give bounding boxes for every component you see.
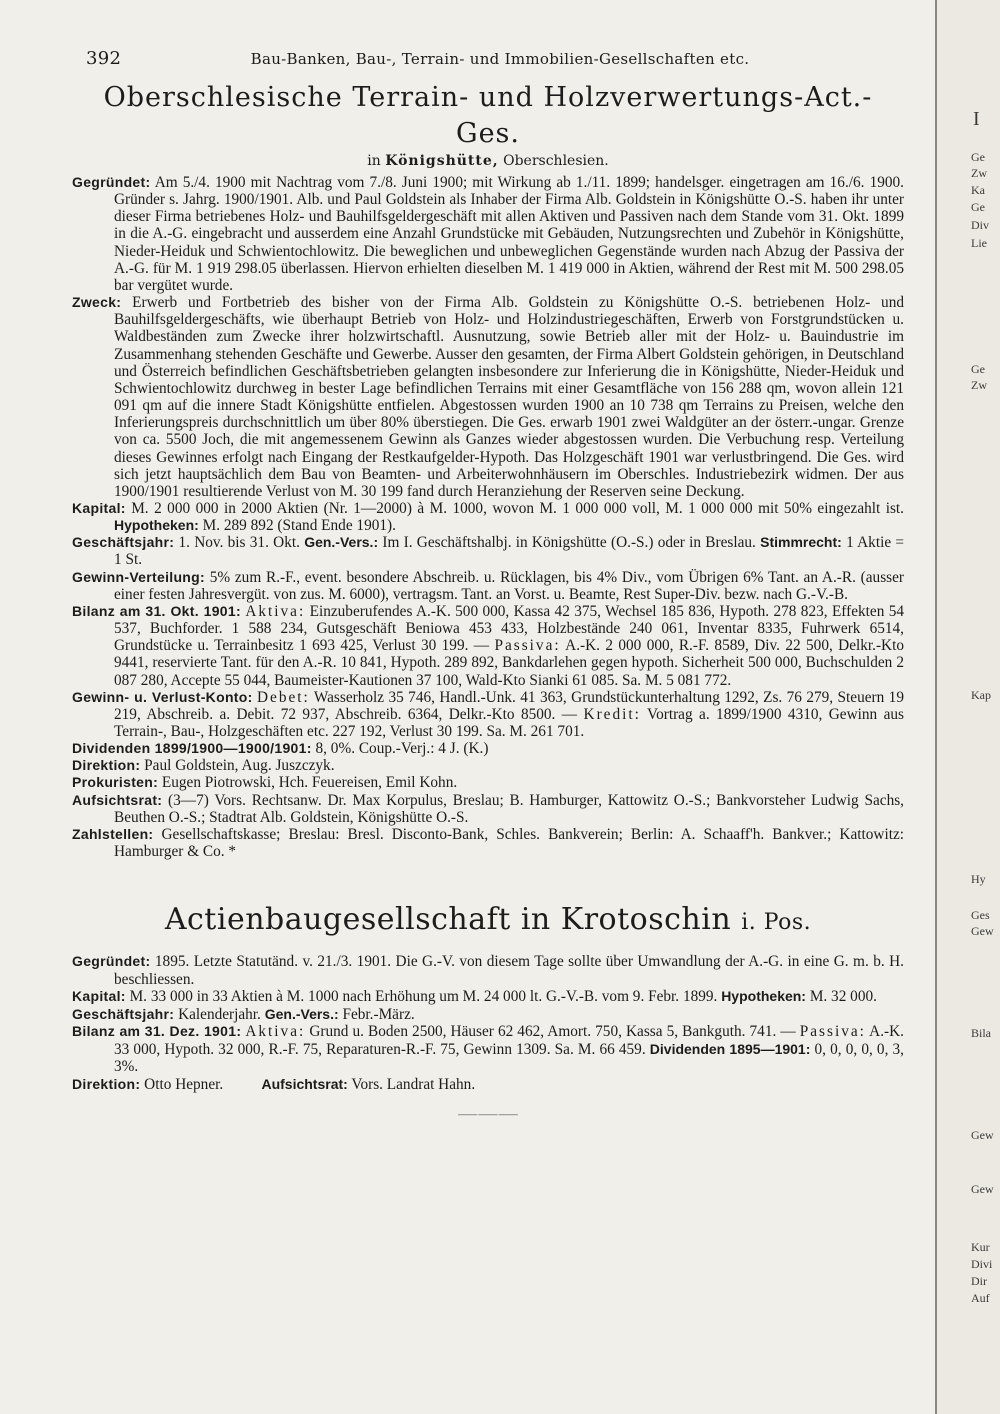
entry-text: Eugen Piotrowski, Hch. Feuereisen, Emil Kohn. bbox=[161, 774, 458, 792]
aktiva-word: Aktiva: bbox=[245, 1023, 306, 1041]
right-fragment: Ge bbox=[971, 150, 985, 164]
location-city: Königshütte, bbox=[385, 153, 499, 169]
entry-text: (3—7) Vors. Rechtsanw. Dr. Max Korpulus, Breslau; B. Hamburger, Kattowitz O.-S.; Bankvorsteher Ludwig Sachs, Beuthen O.-S.; Stadtrat Alb. Goldstein, Königshütte O.-S. bbox=[114, 791, 905, 826]
entry-text: Kalenderjahr. bbox=[178, 1005, 261, 1023]
entry-text: 1895. Letzte Statutänd. v. 21./3. 1901. Die G.-V. von diesem Tage sollte über Umwandlung der A.-G. in eine G. m. b. H. beschliessen. bbox=[114, 953, 905, 988]
right-fragment: Ge bbox=[971, 200, 985, 214]
passiva-text: A.-K. 33 000, Hypoth. 32 000, R.-F. 75, Reparaturen-R.-F. 75, Gewinn 1309. Sa. M. 66 459. bbox=[114, 1023, 904, 1058]
right-fragment: Dir bbox=[971, 1274, 987, 1288]
company1-location bbox=[72, 152, 904, 170]
entry-bilanz bbox=[72, 603, 904, 689]
page-number: 392 bbox=[86, 48, 122, 69]
entry-text: Erwerb und Fortbetrieb des bisher von der Firma Alb. Goldstein zu Königshütte O.-S. betriebenen Holz- und Bauhilfsgeldergeschäfts, wie überhaupt Betrieb von Holz- und Holzindustriegeschäften, Erwerb von Forstgrundstücken u. Waldbeständen zum Zwecke ihrer holzwirtschaftl. Ausnutzung, sowie Betrieb aller mit der Holz- u. Bauindustrie im Zusammenhang stehenden Geschäfte und Gewerbe. Ausser den gesamten, der Firma Albert Goldstein gehörigen, in Deutschland und Österreich befindlichen Geschäftsbetrieben gelangten insbesondere zur Inferierung die in Königshütte, Nieder-Heiduk und Schwientochlowitz durchweg in bester Lage befindlichen Terrains mit einer Gesamtfläche von 156 288 qm, wovon allein 121 091 qm auf die innere Stadt Königshütte entfielen. Abgestossen wurden 1900 an 10 738 qm Terrains zu Preisen, welche den Inferierungspreis durchschnittlich um über 80% überstiegen. Die Ges. erwarb 1901 zwei Waldgüter an der österr.-ungar. Grenze von ca. 5500 Joch, die mit angemessenem Gewinn als Ganzes wieder abgestossen wurden. Die Verbuchung resp. Verteilung dieses Gewinnes erfolgt nach Eingang der Restkaufgelder-Hypoth. Das Holzgeschäft 1901 war verlustbringend. Die Ges. wird sich jetzt hauptsächlich dem Bau von Beamten- und Arbeiterwohnhäusern im Oberschles. Industriebezirk widmen. Der aus 1900/1901 resultierende Verlust von M. 30 199 fand durch Heranziehung der Reserven seine Deckung. bbox=[114, 294, 904, 500]
entry-label: Dividenden 1899/1900—1900/1901: bbox=[72, 740, 312, 757]
right-fragment: Kur bbox=[971, 1240, 990, 1254]
entry-gegruendet bbox=[72, 953, 904, 988]
company2-title-suffix: i. Pos. bbox=[741, 910, 812, 936]
entry-direktion bbox=[72, 1076, 904, 1094]
entry-gewinn-verlust bbox=[72, 689, 904, 740]
inline-label: Hypotheken: bbox=[721, 988, 806, 1005]
running-title: Bau-Banken, Bau-, Terrain- und Immobilien-Gesellschaften etc. bbox=[250, 50, 750, 68]
inline-label: Hypotheken: bbox=[114, 517, 199, 534]
page-header bbox=[72, 48, 904, 74]
end-divider: ⸺⸺⸺ bbox=[457, 1107, 519, 1122]
entry-label: Gewinn-Verteilung: bbox=[72, 568, 205, 585]
entry-label: Zweck: bbox=[72, 294, 122, 311]
entry-label: Direktion: bbox=[72, 1075, 141, 1092]
adjacent-page-edge bbox=[935, 0, 1000, 1414]
passiva-text: A.-K. 2 000 000, R.-F. 8589, Div. 22 500, Delkr.-Kto 9441, reservierte Tant. für den A.-R. 10 841, Hypoth. 289 892, Bankdarlehen gegen hypoth. Sicherheit 500 000, Buchschulden 2 087 280, Accepte 55 044, Baumeister-Kautionen 37 100, Wald-Kto Sianki 61 085. Sa. M. 5 081 772. bbox=[114, 637, 905, 689]
right-fragment: Kap bbox=[971, 688, 991, 702]
entry-label: Prokuristen: bbox=[72, 774, 159, 791]
entry-dividenden bbox=[72, 740, 904, 757]
inline-label: Dividenden 1895—1901: bbox=[649, 1040, 811, 1057]
right-fragment: Divi bbox=[971, 1257, 993, 1271]
kredit-text: Vortrag a. 1899/1900 4310, Gewinn aus Terrain-, Bau-, Holzgeschäften etc. 227 192, Verlust 30 199. Sa. M. 261 701. bbox=[114, 705, 904, 740]
inline-label: Gen.-Vers.: bbox=[264, 1005, 339, 1022]
right-fragment: Div bbox=[971, 218, 989, 232]
company2-title-main: Actienbaugesellschaft in Krotoschin bbox=[164, 902, 732, 938]
debet-word: Debet: bbox=[257, 688, 310, 706]
location-prefix: in bbox=[367, 153, 381, 169]
inline-text: 0, 0, 0, 0, 0, 3, 3%. bbox=[114, 1040, 905, 1076]
entry-text: M. 33 000 in 33 Aktien à M. 1000 nach Erhöhung um M. 24 000 lt. G.-V.-B. vom 9. Febr. 1899. bbox=[129, 988, 718, 1006]
entry-text: Am 5./4. 1900 mit Nachtrag vom 7./8. Juni 1900; mit Wirkung ab 1./11. 1899; handelsger. eingetragen am 16./6. 1900. Gründer s. Jahrg. 1900/1901. Alb. und Paul Goldstein als Inhaber der Firma Alb. Goldstein in Königshütte O.-S. haben ihr unter dieser Firma betriebenes Holz- und Bauhilfsgeldergeschäft mit allen Aktiven und Passiven nach dem Stande vom 31. Okt. 1899 in die A.-G. eingebracht und ausserdem eine Anzahl Grundstücke mit Gebäuden, Nutzungsrechten und Zubehör in Königshütte, Nieder-Heiduk und Schwientochlowitz. Die beweglichen und unbeweglichen Gegenstände wurden nach Abzug der Passiva der A.-G. für M. 1 919 298.05 überlassen. Hiervon erhielten dieselben M. 1 419 000 in Aktien, während der Rest mit M. 500 298.05 bar vergütet wurde. bbox=[114, 174, 904, 294]
entry-label: Zahlstellen: bbox=[72, 825, 154, 842]
entry-label: Gegründet: bbox=[72, 953, 151, 970]
right-fragment: Zw bbox=[971, 378, 987, 392]
entry-text: 5% zum R.-F., event. besondere Abschreib. u. Rücklagen, bis 4% Div., vom Übrigen 6% Tant. an A.-R. (ausser einer festen Jahresvergüt. von zus. M. 6000), vertragsm. Tant. an Vorst. u. Beamte, Rest Super-Div. bezw. nach G.-V.-B. bbox=[114, 568, 904, 603]
right-fragment: Ka bbox=[971, 183, 985, 197]
entry-label: Gewinn- u. Verlust-Konto: bbox=[72, 688, 253, 705]
entry-zweck bbox=[72, 294, 904, 500]
main-column bbox=[72, 48, 904, 1122]
entry-label: Geschäftsjahr: bbox=[72, 534, 175, 551]
entry-text: 8, 0%. Coup.-Verj.: 4 J. (K.) bbox=[315, 740, 489, 758]
passiva-word: Passiva: bbox=[799, 1023, 866, 1041]
entry-zahlstellen bbox=[72, 826, 904, 860]
entry-kapital bbox=[72, 500, 904, 534]
entry-text: 1. Nov. bis 31. Okt. bbox=[178, 534, 300, 552]
aktiva-word: Aktiva: bbox=[245, 602, 306, 620]
company2-title bbox=[72, 900, 904, 943]
inline-label: Gen.-Vers.: bbox=[304, 534, 379, 551]
entry-label: Aufsichtsrat: bbox=[72, 791, 163, 808]
inline-text: Vors. Landrat Hahn. bbox=[351, 1075, 476, 1093]
right-fragment: Hy bbox=[971, 872, 986, 886]
aktiva-text: Grund u. Boden 2500, Häuser 62 462, Amort. 750, Kassa 5, Bankguth. 741. — bbox=[309, 1023, 796, 1041]
entry-label: Bilanz am 31. Okt. 1901: bbox=[72, 602, 241, 619]
debet-text: Wasserholz 35 746, Handl.-Unk. 41 363, Grundstückunterhaltung 1292, Zs. 76 279, Steuern 19 219, Abschreib. a. Debit. 72 937, Abschreib. 6364, Delkr.-Kto 8500. — bbox=[114, 688, 904, 723]
kredit-word: Kredit: bbox=[583, 705, 641, 723]
right-fragment: Ge bbox=[971, 362, 985, 376]
entry-label: Bilanz am 31. Dez. 1901: bbox=[72, 1023, 242, 1040]
entry-text: M. 2 000 000 in 2000 Aktien (Nr. 1—2000) à M. 1000, wovon M. 1 000 000 voll, M. 1 000 000 mit 50% eingezahlt ist. bbox=[131, 499, 904, 517]
entry-gegruendet bbox=[72, 174, 904, 294]
entry-aufsichtsrat bbox=[72, 792, 904, 826]
inline-text: 1 Aktie = 1 St. bbox=[114, 534, 905, 569]
inline-text: Febr.-März. bbox=[342, 1005, 415, 1023]
inline-text: M. 289 892 (Stand Ende 1901). bbox=[202, 517, 396, 535]
right-fragment: Bila bbox=[971, 1026, 991, 1040]
inline-text: M. 32 000. bbox=[809, 988, 877, 1006]
location-region: Oberschlesien. bbox=[503, 153, 609, 169]
right-fragment: Gew bbox=[971, 1128, 994, 1142]
right-fragment: Ges bbox=[971, 908, 990, 922]
entry-label: Gegründet: bbox=[72, 174, 151, 190]
company1-title: Oberschlesische Terrain- und Holzverwertungs-Act.-Ges. bbox=[103, 82, 873, 149]
inline-label: Aufsichtsrat: bbox=[261, 1075, 348, 1092]
entry-bilanz bbox=[72, 1023, 904, 1076]
entry-text: Gesellschaftskasse; Breslau: Bresl. Disconto-Bank, Schles. Bankverein; Berlin: A. Schaaff'h. Bankver.; Kattowitz: Hamburger & Co. * bbox=[114, 825, 904, 861]
entry-geschaeftsjahr bbox=[72, 1006, 904, 1024]
aktiva-text: Einzuberufendes A.-K. 500 000, Kassa 42 375, Wechsel 185 836, Hypoth. 278 823, Effekten 54 537, Buchforder. 1 588 234, Gutsgeschäft Beniowa 453 433, Holzbestände 240 061, Inventar 8335, Fuhrwerk 6514, Grundstücke u. Terrainbesitz 1 693 425, Verlust 30 199. — bbox=[114, 602, 905, 655]
entry-prokuristen bbox=[72, 774, 904, 791]
inline-label: Stimmrecht: bbox=[760, 534, 842, 551]
right-fragment: Gew bbox=[971, 1182, 994, 1196]
entry-text: Paul Goldstein, Aug. Juszczyk. bbox=[144, 757, 335, 775]
right-fragment: I bbox=[973, 108, 980, 130]
right-fragment: Auf bbox=[971, 1291, 990, 1305]
entry-text: Otto Hepner. bbox=[144, 1075, 224, 1093]
entry-gewinn-verteilung bbox=[72, 569, 904, 603]
entry-label: Kapital: bbox=[72, 988, 126, 1005]
entry-label: Direktion: bbox=[72, 757, 141, 774]
right-fragment: Gew bbox=[971, 924, 994, 938]
entry-label: Kapital: bbox=[72, 499, 126, 516]
entry-kapital bbox=[72, 988, 904, 1006]
entry-geschaeftsjahr bbox=[72, 534, 904, 568]
right-fragment: Lie bbox=[971, 236, 987, 250]
passiva-word: Passiva: bbox=[494, 637, 561, 655]
inline-text: Im I. Geschäftshalbj. in Königshütte (O.-S.) oder in Breslau. bbox=[382, 534, 756, 552]
entry-label: Geschäftsjahr: bbox=[72, 1005, 175, 1022]
right-fragment: Zw bbox=[971, 166, 987, 180]
entry-direktion bbox=[72, 757, 904, 774]
